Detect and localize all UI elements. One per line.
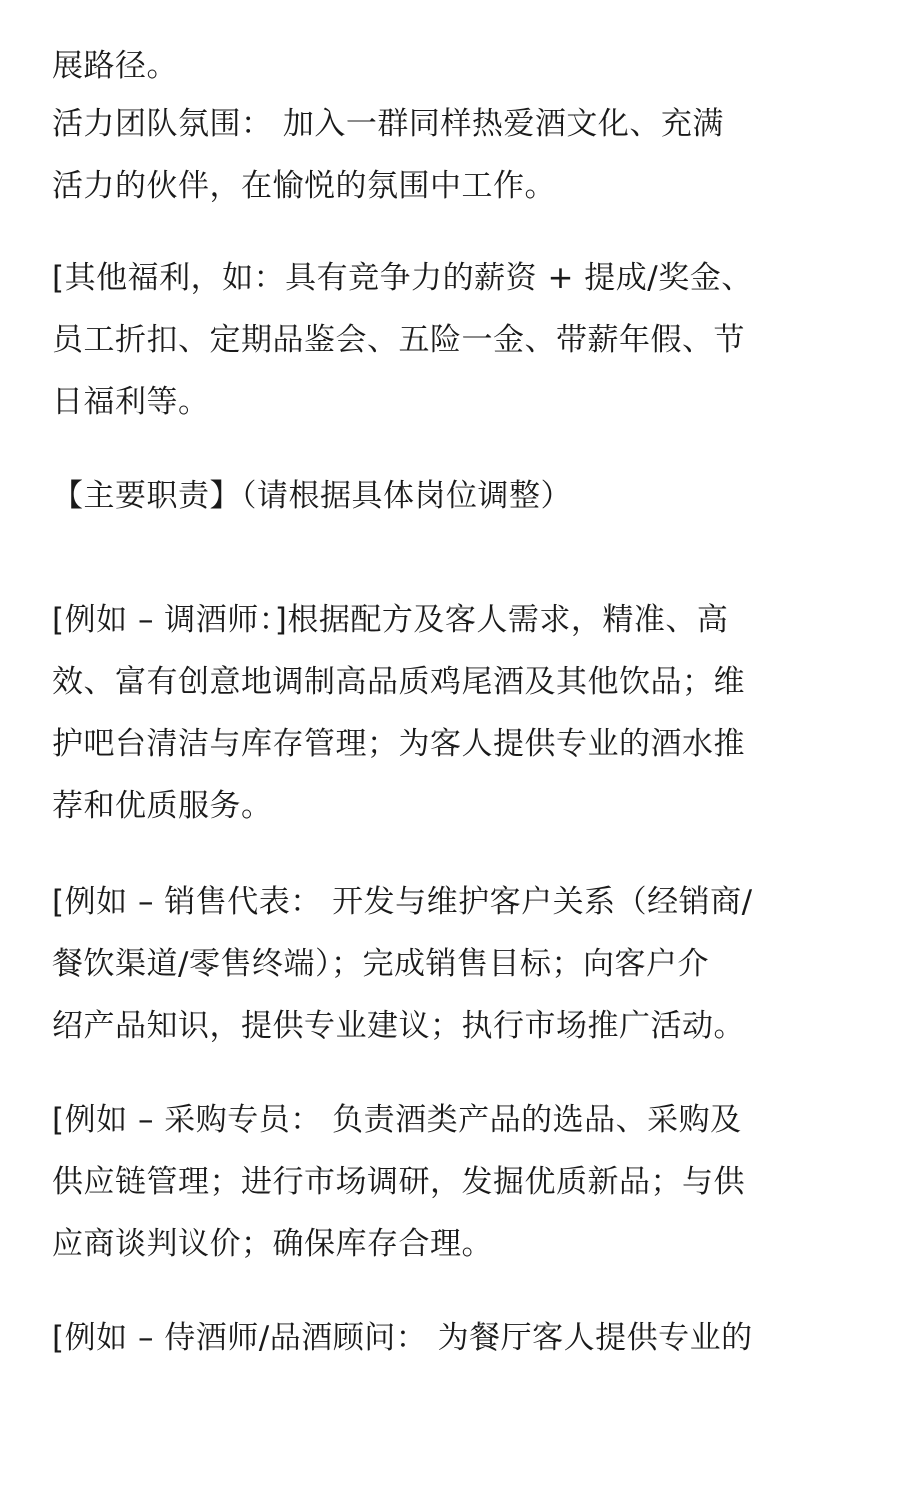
- text-line: 餐饮渠道/零售终端）；完成销售目标；向客户介: [52, 946, 709, 982]
- paragraph-purchasing-duties: [52, 1089, 848, 1275]
- text-line: 护吧台清洁与库存管理；为客人提供专业的酒水推: [52, 726, 745, 762]
- text-line: 绍产品知识，提供专业建议；执行市场推广活动。: [52, 1008, 745, 1044]
- text-line: 活力的伙伴，在愉悦的氛围中工作。: [52, 168, 556, 204]
- text-line: 员工折扣、定期品鉴会、五险一金、带薪年假、节: [52, 322, 745, 358]
- heading-line: 【主要职责】（请根据具体岗位调整）: [52, 478, 572, 514]
- paragraph-other-benefits: [52, 247, 848, 433]
- text-line: 活力团队氛围： 加入一群同样热爱酒文化、充满: [52, 106, 724, 142]
- text-line: 效、富有创意地调制高品质鸡尾酒及其他饮品；维: [52, 664, 745, 700]
- paragraph-sales-rep-duties: [52, 871, 848, 1057]
- text-line: [例如 – 侍酒师/品酒顾问： 为餐厅客人提供专业的: [52, 1320, 753, 1356]
- paragraph-sommelier-duties: [52, 1307, 848, 1369]
- text-line: 展路径。: [52, 48, 178, 84]
- text-line: [例如 – 销售代表： 开发与维护客户关系（经销商/: [52, 884, 753, 920]
- paragraph-bartender-duties: [52, 589, 848, 837]
- text-line: 日福利等。: [52, 384, 210, 420]
- text-line: [其他福利，如：具有竞争力的薪资 + 提成/奖金、: [52, 260, 753, 296]
- paragraph-team-atmosphere: [52, 93, 848, 217]
- text-line: [例如 – 调酒师：]根据配方及客人需求，精准、高: [52, 602, 729, 638]
- text-line: 供应链管理；进行市场调研，发掘优质新品；与供: [52, 1164, 745, 1200]
- text-line: 应商谈判议价；确保库存合理。: [52, 1226, 493, 1262]
- text-line: 荐和优质服务。: [52, 788, 273, 824]
- paragraph-career-path-tail: [52, 0, 848, 97]
- text-line: [例如 – 采购专员： 负责酒类产品的选品、采购及: [52, 1102, 742, 1138]
- section-heading-responsibilities: [52, 465, 848, 527]
